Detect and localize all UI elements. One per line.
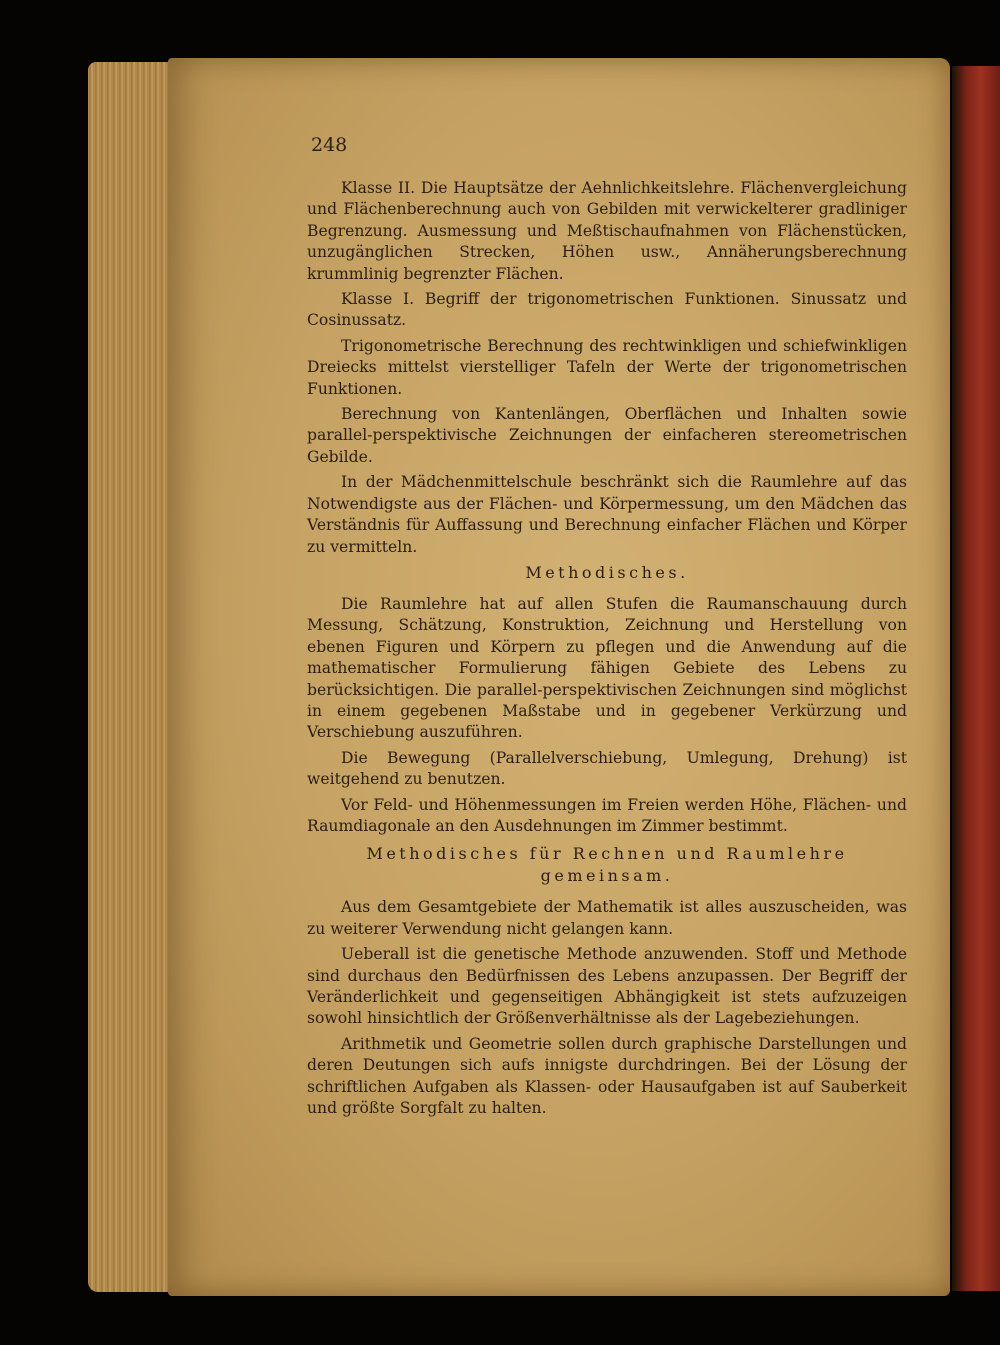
paragraph-raumlehre: Die Raumlehre hat auf allen Stufen die Raumanschauung durch Messung, Schätzung, Konstruktion, Zeichnung und Herstellung von ebenen Figuren und Körpern zu pflegen und die Anwendung auf die mathematischer Formulierung fähigen Gebiete des Lebens zu berücksichtigen. Die parallel-perspektivischen Zeichnungen sind möglichst in einem gegebenen Maßstabe und in gegebener Verkürzung und Verschiebung auszuführen. [307, 594, 907, 742]
paragraph-bewegung: Die Bewegung (Parallelverschiebung, Umlegung, Drehung) ist weitgehend zu benutzen. [307, 748, 907, 789]
paragraph-klasse-1: Klasse I. Begriff der trigonometrischen Funktionen. Sinussatz und Cosinussatz. [307, 290, 907, 330]
paragraph-maedchenmittelschule: In der Mädchenmittelschule beschränkt sich die Raumlehre auf das Notwendigste aus der Flächen- und Körpermessung, um den Mädchen das Verständnis für Auffassung und Berechnung einfacher Flächen und Körper zu vermitteln. [307, 473, 907, 556]
page-text [307, 178, 907, 1123]
page-number: 248 [311, 134, 348, 156]
paragraph-genetische-methode: Ueberall ist die genetische Methode anzuwenden. Stoff und Methode sind durchaus den Bedürfnissen des Lebens anzupassen. Der Begriff der Veränderlichkeit und gegenseitigen Abhängigkeit ist stets aufzuzeigen sowohl hinsichtlich der Größenverhältnisse als der Lagebeziehungen. [307, 945, 907, 1028]
paragraph-arithmetik-geometrie: Arithmetik und Geometrie sollen durch graphische Darstellungen und deren Deutungen sich aufs innigste durchdringen. Bei der Lösung der schriftlichen Aufgaben als Klassen- oder Hausaufgaben ist auf Sauberkeit und größte Sorgfalt zu halten. [307, 1034, 907, 1118]
paragraph-klasse-2: Klasse II. Die Hauptsätze der Aehnlichkeitslehre. Flächenvergleichung und Flächenberechnung auch von Gebilden mit verwickelterer gradliniger Begrenzung. Ausmessung und Meßtischaufnahmen von Flächenstücken, unzugänglichen Strecken, Höhen usw., Annäherungsberechnung krummlinig begrenzter Flächen. [307, 179, 907, 283]
paragraph-berechnung: Berechnung von Kantenlängen, Oberflächen und Inhalten sowie parallel-perspektivische Zeichnungen der einfacheren stereometrischen Gebilde. [307, 405, 907, 466]
heading-methodisches: Methodisches. [525, 562, 689, 582]
paragraph-feldmessungen: Vor Feld- und Höhenmessungen im Freien werden Höhe, Flächen- und Raumdiagonale an den Ausdehnungen im Zimmer bestimmt. [307, 795, 907, 835]
paragraph-trigonometrie: Trigonometrische Berechnung des rechtwinkligen und schiefwinkligen Dreiecks mittelst vierstelliger Tafeln der Werte der trigonometrischen Funktionen. [307, 336, 907, 398]
heading-methodisches-gemeinsam: Methodisches für Rechnen und Raumlehre gemeinsam. [366, 844, 848, 886]
facing-page-edge [952, 66, 1000, 1291]
paragraph-gesamtgebiet: Aus dem Gesamtgebiete der Mathematik ist alles auszuscheiden, was zu weiterer Verwendung nicht gelangen kann. [307, 898, 907, 938]
